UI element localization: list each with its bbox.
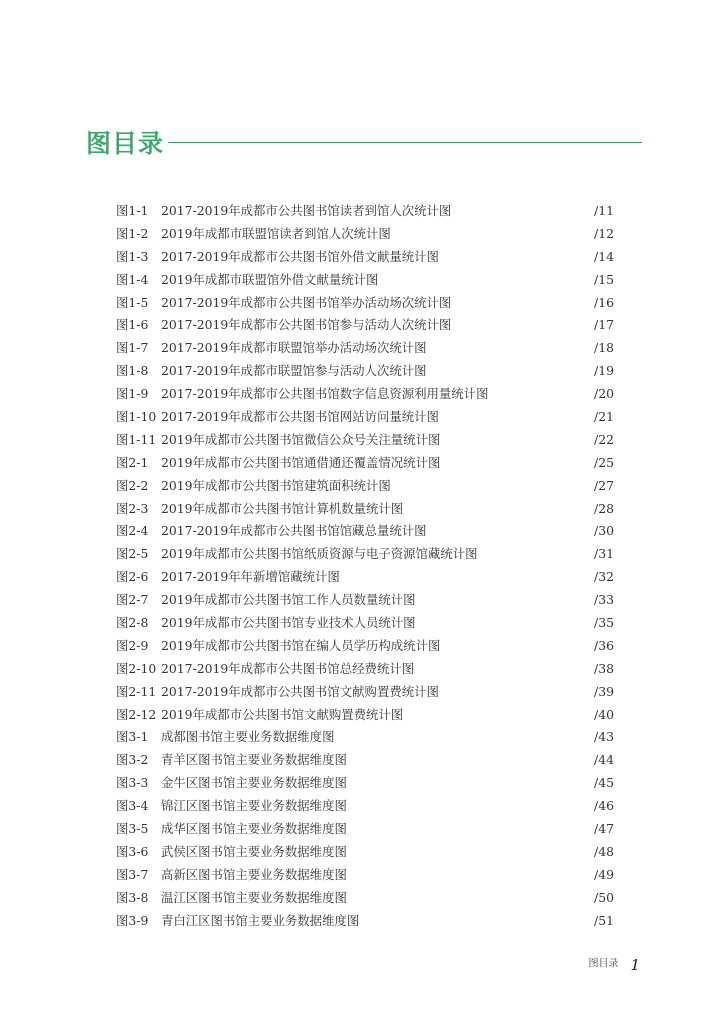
- toc-entry[interactable]: [116, 612, 614, 635]
- figure-number: 图2-10: [116, 660, 157, 676]
- figure-page: /48: [594, 843, 614, 859]
- figure-page: /45: [594, 775, 614, 791]
- figure-title: 2019年成都市公共图书馆计算机数量统计图: [161, 500, 404, 516]
- figure-number: 图3-6: [116, 843, 149, 859]
- figure-page: /51: [594, 912, 614, 928]
- toc-entry[interactable]: [116, 406, 614, 429]
- figure-number: 图2-7: [116, 592, 149, 608]
- figure-page: /27: [594, 477, 614, 493]
- figure-number: 图1-6: [116, 317, 149, 333]
- figure-title: 2017-2019年成都市公共图书馆网站访问量统计图: [161, 409, 439, 425]
- toc-entry[interactable]: [116, 383, 614, 406]
- figure-page: /17: [594, 317, 614, 333]
- figure-number: 图3-5: [116, 821, 149, 837]
- toc-entry[interactable]: [116, 772, 614, 795]
- figure-page: /28: [594, 500, 614, 516]
- figure-page: /32: [594, 569, 614, 585]
- figure-title: 2017-2019年成都市联盟馆举办活动场次统计图: [161, 340, 427, 356]
- figure-number: 图1-2: [116, 225, 149, 241]
- figure-number: 图1-1: [116, 203, 149, 218]
- figure-title: 金牛区图书馆主要业务数据维度图: [161, 775, 347, 791]
- figure-page: /39: [594, 683, 614, 699]
- toc-entry[interactable]: [116, 726, 614, 749]
- figure-number: 图3-1: [116, 729, 149, 745]
- toc-entry[interactable]: [116, 589, 614, 612]
- figure-title: 2017-2019年成都市公共图书馆参与活动人次统计图: [161, 317, 452, 333]
- figure-title: 2017-2019年成都市公共图书馆数字信息资源利用量统计图: [161, 386, 489, 402]
- toc-entry[interactable]: [116, 292, 614, 315]
- figure-page: /18: [594, 340, 614, 356]
- toc-entry[interactable]: [116, 841, 614, 864]
- figure-title: 2017-2019年成都市公共图书馆总经费统计图: [161, 660, 415, 676]
- figure-title: 2017-2019年成都市公共图书馆举办活动场次统计图: [161, 294, 452, 310]
- toc-entry[interactable]: [116, 200, 614, 223]
- figure-number: 图1-3: [116, 248, 149, 264]
- figure-title: 成都图书馆主要业务数据维度图: [161, 729, 335, 745]
- figure-number: 图3-8: [116, 889, 149, 905]
- figure-number: 图2-6: [116, 569, 149, 585]
- figure-number: 图2-4: [116, 523, 149, 539]
- figure-number: 图2-9: [116, 637, 149, 653]
- page-footer: [588, 954, 640, 974]
- figure-page: /21: [594, 409, 614, 425]
- figure-number: 图2-12: [116, 706, 157, 722]
- figure-page: /43: [594, 729, 614, 745]
- figure-page: /14: [594, 248, 614, 264]
- figure-title: 青白江区图书馆主要业务数据维度图: [161, 912, 360, 928]
- title-row: [86, 126, 642, 162]
- figure-number: 图2-11: [116, 683, 157, 699]
- figure-page: /50: [594, 889, 614, 905]
- figure-title: 2019年成都市公共图书馆在编人员学历构成统计图: [161, 637, 441, 653]
- toc-entry[interactable]: [116, 314, 614, 337]
- toc-entry[interactable]: [116, 887, 614, 910]
- toc-entry[interactable]: [116, 795, 614, 818]
- figure-title: 青羊区图书馆主要业务数据维度图: [161, 752, 347, 768]
- figure-number: 图2-8: [116, 615, 149, 631]
- toc-entry[interactable]: [116, 864, 614, 887]
- figure-title: 锦江区图书馆主要业务数据维度图: [161, 798, 347, 814]
- figure-title: 2019年成都市公共图书馆工作人员数量统计图: [161, 592, 416, 608]
- figure-title: 2019年成都市公共图书馆纸质资源与电子资源馆藏统计图: [161, 546, 478, 562]
- toc-entry[interactable]: [116, 818, 614, 841]
- figure-title: 2019年成都市公共图书馆通借通还覆盖情况统计图: [161, 454, 441, 470]
- figure-title: 武侯区图书馆主要业务数据维度图: [161, 843, 347, 859]
- toc-entry[interactable]: [116, 520, 614, 543]
- figure-number: 图1-7: [116, 340, 149, 356]
- figure-title: 2017-2019年成都市公共图书馆文献购置费统计图: [161, 683, 439, 699]
- figure-page: /15: [594, 271, 614, 287]
- figure-title: 温江区图书馆主要业务数据维度图: [161, 889, 347, 905]
- figure-title: 2017-2019年成都市公共图书馆读者到馆人次统计图: [161, 203, 452, 218]
- figure-number: 图3-3: [116, 775, 149, 791]
- figure-number: 图1-10: [116, 409, 157, 425]
- figure-title: 2019年成都市联盟馆读者到馆人次统计图: [161, 225, 391, 241]
- toc-entry[interactable]: [116, 475, 614, 498]
- figure-title: 2017-2019年成都市公共图书馆外借文献量统计图: [161, 248, 439, 264]
- figure-page: /49: [594, 866, 614, 882]
- figure-number: 图1-5: [116, 294, 149, 310]
- figure-title: 2019年成都市公共图书馆文献购置费统计图: [161, 706, 404, 722]
- figure-title: 2017-2019年成都市联盟馆参与活动人次统计图: [161, 363, 427, 379]
- figure-page: /22: [594, 431, 614, 447]
- figure-page: /35: [594, 615, 614, 631]
- figure-number: 图1-4: [116, 271, 149, 287]
- figure-number: 图1-11: [116, 431, 157, 447]
- toc-entry[interactable]: [116, 360, 614, 383]
- figure-number: 图3-7: [116, 866, 149, 882]
- figure-number: 图3-9: [116, 912, 149, 928]
- figure-number: 图1-9: [116, 386, 149, 402]
- toc-entry[interactable]: [116, 429, 614, 452]
- figure-page: /19: [594, 363, 614, 379]
- toc-entry[interactable]: [116, 681, 614, 704]
- toc-entry[interactable]: [116, 910, 614, 933]
- figure-page: /20: [594, 386, 614, 402]
- figure-title: 2019年成都市公共图书馆微信公众号关注量统计图: [161, 431, 441, 447]
- figure-page: /36: [594, 637, 614, 653]
- figure-title: 2019年成都市联盟馆外借文献量统计图: [161, 271, 379, 287]
- figure-number: 图2-2: [116, 477, 149, 493]
- toc-entry[interactable]: [116, 452, 614, 475]
- figure-number: 图3-2: [116, 752, 149, 768]
- figure-title: 2019年成都市公共图书馆专业技术人员统计图: [161, 615, 416, 631]
- figure-page: /38: [594, 660, 614, 676]
- figure-number: 图2-5: [116, 546, 149, 562]
- figure-title: 2017-2019年年新增馆藏统计图: [161, 569, 340, 585]
- figure-page: /44: [594, 752, 614, 768]
- toc-entry[interactable]: [116, 749, 614, 772]
- toc-entry[interactable]: [116, 658, 614, 681]
- figure-page: /46: [594, 798, 614, 814]
- toc-entry[interactable]: [116, 223, 614, 246]
- figure-title: 高新区图书馆主要业务数据维度图: [161, 866, 347, 882]
- toc-entry[interactable]: [116, 566, 614, 589]
- figure-page: /11: [594, 203, 614, 218]
- footer-section-label: 图目录: [588, 958, 619, 970]
- figure-list: [116, 200, 614, 933]
- figure-title: 成华区图书馆主要业务数据维度图: [161, 821, 347, 837]
- figure-page: /31: [594, 546, 614, 562]
- toc-entry[interactable]: [116, 635, 614, 658]
- figure-page: /16: [594, 294, 614, 310]
- toc-entry[interactable]: [116, 269, 614, 292]
- footer-page-number: 1: [630, 955, 640, 974]
- toc-entry[interactable]: [116, 246, 614, 269]
- figure-number: 图3-4: [116, 798, 149, 814]
- toc-entry[interactable]: [116, 337, 614, 360]
- toc-entry[interactable]: [116, 704, 614, 727]
- figure-title: 2017-2019年成都市公共图书馆馆藏总量统计图: [161, 523, 427, 539]
- figure-number: 图1-8: [116, 363, 149, 379]
- figure-page: /25: [594, 454, 614, 470]
- figure-page: /30: [594, 523, 614, 539]
- page-title: 图目录: [86, 129, 165, 158]
- toc-entry[interactable]: [116, 498, 614, 521]
- figure-title: 2019年成都市公共图书馆建筑面积统计图: [161, 477, 391, 493]
- figure-number: 图2-1: [116, 454, 149, 470]
- figure-page: /12: [594, 225, 614, 241]
- figure-page: /33: [594, 592, 614, 608]
- toc-entry[interactable]: [116, 543, 614, 566]
- figure-page: /40: [594, 706, 614, 722]
- title-divider: [168, 142, 642, 143]
- figure-number: 图2-3: [116, 500, 149, 516]
- figure-page: /47: [594, 821, 614, 837]
